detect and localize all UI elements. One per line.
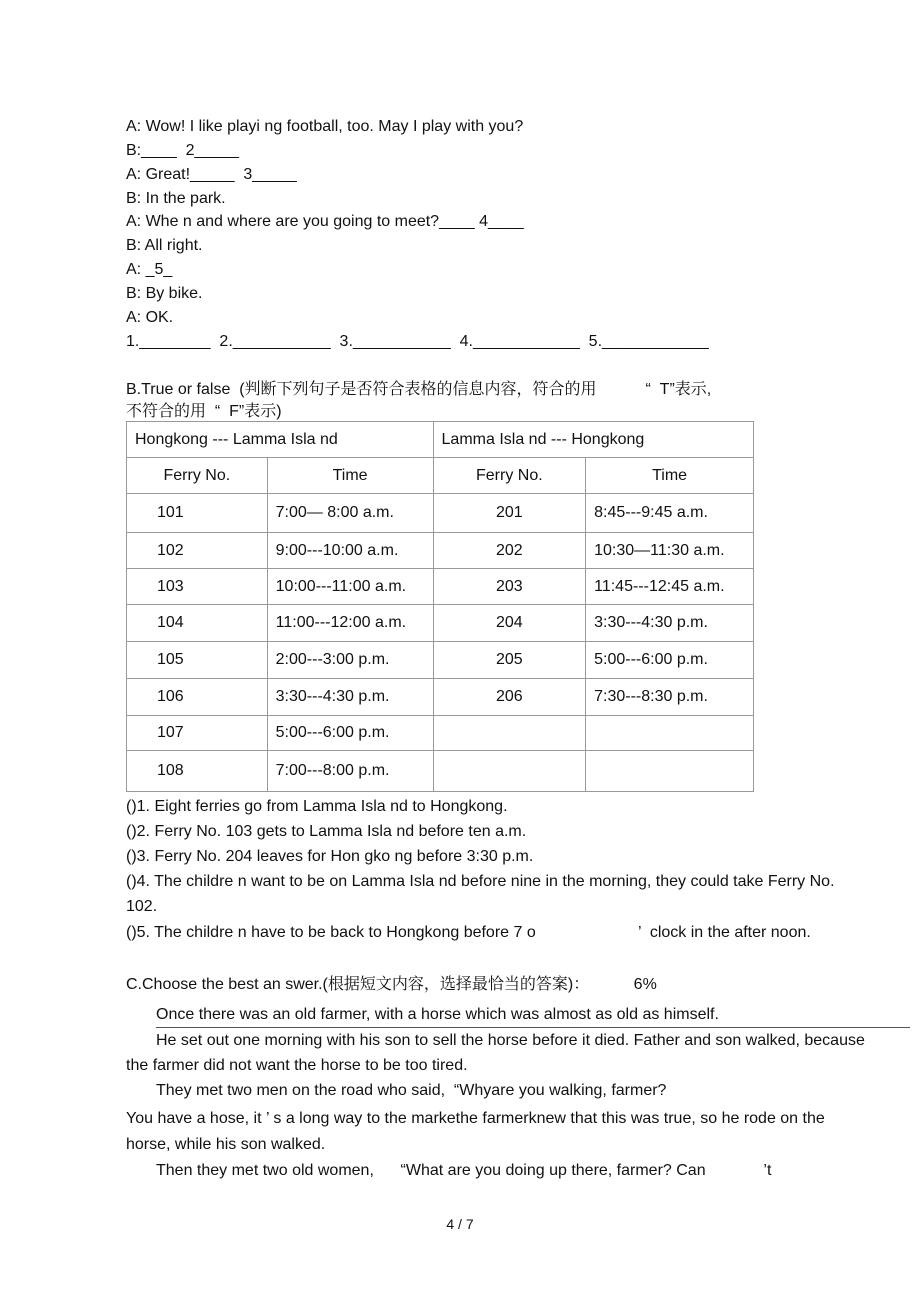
section-b-title: B.True or false (判断下列句子是否符合表格的信息内容，符合的用 “ T”表示,	[126, 381, 712, 398]
ferry-time: 2:00---3:00 p.m.	[267, 642, 433, 679]
question-4-cont: 102.	[126, 898, 158, 915]
table-row	[127, 751, 754, 792]
ferry-time: 7:30---8:30 p.m.	[586, 679, 754, 716]
passage-line-5: You have a hose, it ’ s a long way to the markethe farmerknew that this was true, so he rode on the	[126, 1110, 825, 1127]
passage-line-7: Then they met two old women, “What are you doing up there, farmer? Can ’t	[156, 1162, 772, 1179]
question-1: ()1. Eight ferries go from Lamma Isla nd to Hongkong.	[126, 798, 508, 815]
table-row	[127, 716, 754, 751]
ferry-time: 10:00---11:00 a.m.	[267, 569, 433, 605]
dialogue-line-9: A: OK.	[126, 309, 174, 326]
question-4: ()4. The childre n want to be on Lamma Isla nd before nine in the morning, they could take Ferry No.	[126, 873, 835, 890]
ferry-no: 107	[127, 716, 268, 751]
passage-line-1: Once there was an old farmer, with a horse which was almost as old as himself.	[156, 1006, 719, 1023]
question-5: ()5. The childre n have to be back to Hongkong before 7 o ’ clock in the after noon.	[126, 924, 811, 941]
ferry-time	[586, 716, 754, 751]
ferry-time: 9:00---10:00 a.m.	[267, 533, 433, 569]
ferry-time: 3:30---4:30 p.m.	[586, 605, 754, 642]
question-2: ()2. Ferry No. 103 gets to Lamma Isla nd before ten a.m.	[126, 823, 527, 840]
ferry-no	[433, 716, 586, 751]
dialogue-line-2: B:____ 2_____	[126, 142, 239, 159]
ferry-no: 201	[433, 494, 586, 533]
ferry-time: 5:00---6:00 p.m.	[586, 642, 754, 679]
ferry-no: 206	[433, 679, 586, 716]
question-3: ()3. Ferry No. 204 leaves for Hon gko ng before 3:30 p.m.	[126, 848, 534, 865]
dialogue-line-3: A: Great!_____ 3_____	[126, 166, 297, 183]
passage-line-4: They met two men on the road who said, “Whyare you walking, farmer?	[156, 1082, 667, 1099]
dialogue-line-1: A: Wow! I like playi ng football, too. May I play with you?	[126, 118, 524, 135]
col-header-ferry: Ferry No.	[127, 458, 268, 494]
group-header-lamma-hk: Lamma Isla nd --- Hongkong	[433, 422, 753, 458]
table-row	[127, 679, 754, 716]
ferry-time: 3:30---4:30 p.m.	[267, 679, 433, 716]
table-row	[127, 533, 754, 569]
ferry-no: 203	[433, 569, 586, 605]
ferry-time: 10:30—11:30 a.m.	[586, 533, 754, 569]
ferry-time	[586, 751, 754, 792]
table-row	[127, 642, 754, 679]
ferry-time: 11:45---12:45 a.m.	[586, 569, 754, 605]
passage-line-2: He set out one morning with his son to sell the horse before it died. Father and son walked, because	[156, 1032, 865, 1049]
ferry-no: 102	[127, 533, 268, 569]
ferry-time: 11:00---12:00 a.m.	[267, 605, 433, 642]
section-b-title-cont: 不符合的用 “ F”表示)	[126, 403, 282, 420]
dialogue-line-4: B: In the park.	[126, 190, 226, 207]
col-header-time: Time	[267, 458, 433, 494]
ferry-timetable	[126, 421, 754, 792]
ferry-no: 205	[433, 642, 586, 679]
dialogue-line-6: B: All right.	[126, 237, 203, 254]
ferry-time: 8:45---9:45 a.m.	[586, 494, 754, 533]
ferry-no: 108	[127, 751, 268, 792]
table-row	[127, 605, 754, 642]
ferry-time: 7:00---8:00 p.m.	[267, 751, 433, 792]
group-header-hk-lamma: Hongkong --- Lamma Isla nd	[127, 422, 434, 458]
ferry-no: 105	[127, 642, 268, 679]
ferry-no: 104	[127, 605, 268, 642]
ferry-no: 101	[127, 494, 268, 533]
dialogue-line-5: A: Whe n and where are you going to meet?____ 4____	[126, 213, 524, 230]
dialogue-line-7: A: _5_	[126, 261, 173, 278]
answer-blanks: 1.________ 2.___________ 3.___________ 4.____________ 5.____________	[126, 333, 709, 350]
ferry-no: 202	[433, 533, 586, 569]
passage-line-3: the farmer did not want the horse to be too tired.	[126, 1057, 468, 1074]
table-row	[127, 494, 754, 533]
table-row	[127, 569, 754, 605]
ferry-time: 5:00---6:00 p.m.	[267, 716, 433, 751]
col-header-time: Time	[586, 458, 754, 494]
ferry-no: 103	[127, 569, 268, 605]
section-c-title: C.Choose the best an swer.(根据短文内容，选择最恰当的答案)： 6%	[126, 976, 657, 993]
passage-line-6: horse, while his son walked.	[126, 1136, 326, 1153]
ferry-no	[433, 751, 586, 792]
ferry-no: 106	[127, 679, 268, 716]
passage-divider	[156, 1027, 910, 1028]
col-header-ferry: Ferry No.	[433, 458, 586, 494]
ferry-time: 7:00— 8:00 a.m.	[267, 494, 433, 533]
page-number: 4 / 7	[446, 1216, 474, 1232]
ferry-no: 204	[433, 605, 586, 642]
dialogue-line-8: B: By bike.	[126, 285, 203, 302]
